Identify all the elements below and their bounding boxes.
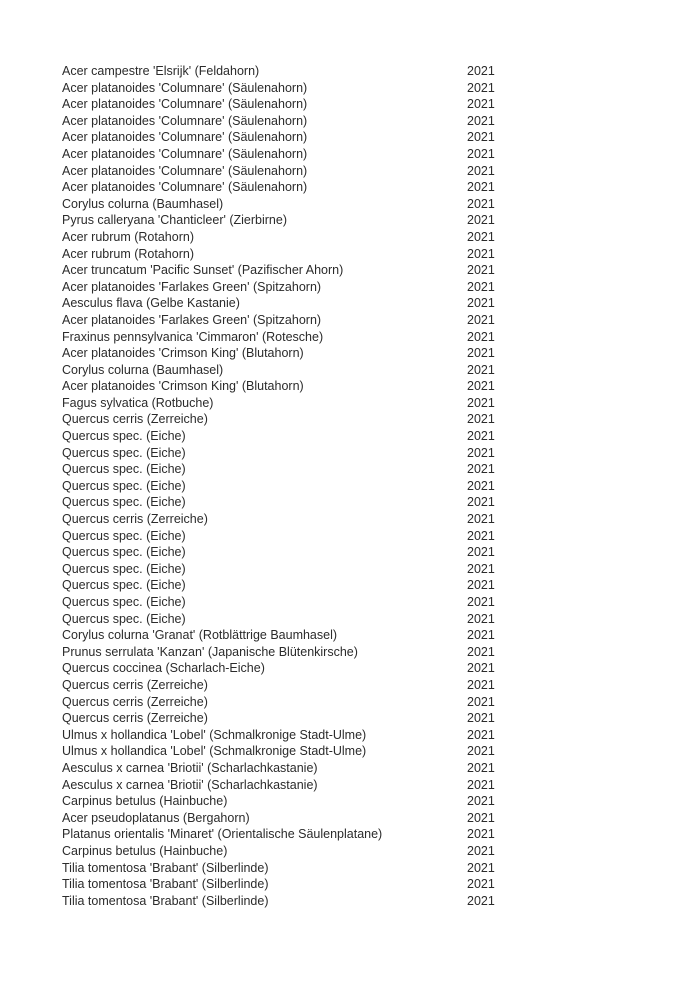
planting-year: 2021: [467, 727, 495, 742]
planting-year: 2021: [467, 80, 495, 95]
species-name: Quercus spec. (Eiche): [62, 528, 186, 543]
table-row: [62, 113, 495, 130]
planting-year: 2021: [467, 877, 495, 892]
species-name: Acer platanoides 'Columnare' (Säulenahorn): [62, 146, 308, 161]
table-row: [62, 312, 495, 329]
planting-year: 2021: [467, 495, 495, 510]
planting-year: 2021: [467, 760, 495, 775]
planting-year: 2021: [467, 561, 495, 576]
species-name: Quercus spec. (Eiche): [62, 478, 186, 493]
planting-year: 2021: [467, 113, 495, 128]
table-row: [62, 345, 495, 362]
species-name: Quercus spec. (Eiche): [62, 445, 186, 460]
table-row: [62, 876, 495, 893]
planting-year: 2021: [467, 478, 495, 493]
species-name: Acer rubrum (Rotahorn): [62, 246, 194, 261]
planting-year: 2021: [467, 810, 495, 825]
table-row: [62, 196, 495, 213]
species-name: Corylus colurna 'Granat' (Rotblättrige Baumhasel): [62, 628, 338, 643]
species-name: Acer rubrum (Rotahorn): [62, 229, 194, 244]
tree-list: [62, 63, 495, 909]
planting-year: 2021: [467, 97, 495, 112]
table-row: [62, 594, 495, 611]
table-row: [62, 577, 495, 594]
planting-year: 2021: [467, 329, 495, 344]
species-name: Quercus spec. (Eiche): [62, 462, 186, 477]
planting-year: 2021: [467, 512, 495, 527]
planting-year: 2021: [467, 893, 495, 908]
table-row: [62, 627, 495, 644]
planting-year: 2021: [467, 794, 495, 809]
table-row: [62, 544, 495, 561]
species-name: Acer pseudoplatanus (Bergahorn): [62, 810, 250, 825]
species-name: Acer truncatum 'Pacific Sunset' (Pazifischer Ahorn): [62, 263, 344, 278]
planting-year: 2021: [467, 296, 495, 311]
table-row: [62, 528, 495, 545]
planting-year: 2021: [467, 843, 495, 858]
species-name: Quercus spec. (Eiche): [62, 429, 186, 444]
planting-year: 2021: [467, 163, 495, 178]
species-name: Quercus cerris (Zerreiche): [62, 512, 208, 527]
table-row: [62, 793, 495, 810]
species-name: Quercus cerris (Zerreiche): [62, 412, 208, 427]
table-row: [62, 329, 495, 346]
table-row: [62, 279, 495, 296]
table-row: [62, 893, 495, 910]
planting-year: 2021: [467, 644, 495, 659]
table-row: [62, 96, 495, 113]
table-row: [62, 63, 495, 80]
table-row: [62, 179, 495, 196]
species-name: Acer platanoides 'Columnare' (Säulenahorn): [62, 163, 308, 178]
species-name: Pyrus calleryana 'Chanticleer' (Zierbirne): [62, 213, 287, 228]
table-row: [62, 760, 495, 777]
table-row: [62, 826, 495, 843]
table-row: [62, 611, 495, 628]
table-row: [62, 677, 495, 694]
table-row: [62, 295, 495, 312]
planting-year: 2021: [467, 412, 495, 427]
table-row: [62, 246, 495, 263]
planting-year: 2021: [467, 445, 495, 460]
planting-year: 2021: [467, 628, 495, 643]
species-name: Ulmus x hollandica 'Lobel' (Schmalkronige Stadt-Ulme): [62, 744, 367, 759]
planting-year: 2021: [467, 312, 495, 327]
table-row: [62, 461, 495, 478]
planting-year: 2021: [467, 180, 495, 195]
table-row: [62, 445, 495, 462]
species-name: Acer platanoides 'Columnare' (Säulenahorn): [62, 130, 308, 145]
species-name: Fagus sylvatica (Rotbuche): [62, 395, 214, 410]
species-name: Acer platanoides 'Crimson King' (Blutahorn): [62, 379, 304, 394]
species-name: Aesculus flava (Gelbe Kastanie): [62, 296, 240, 311]
species-name: Quercus cerris (Zerreiche): [62, 711, 208, 726]
planting-year: 2021: [467, 263, 495, 278]
table-row: [62, 727, 495, 744]
planting-year: 2021: [467, 578, 495, 593]
species-name: Tilia tomentosa 'Brabant' (Silberlinde): [62, 860, 269, 875]
planting-year: 2021: [467, 346, 495, 361]
table-row: [62, 362, 495, 379]
planting-year: 2021: [467, 545, 495, 560]
species-name: Acer campestre 'Elsrijk' (Feldahorn): [62, 64, 260, 78]
table-row: [62, 129, 495, 146]
planting-year: 2021: [467, 528, 495, 543]
table-row: [62, 810, 495, 827]
species-name: Carpinus betulus (Hainbuche): [62, 843, 228, 858]
table-row: [62, 710, 495, 727]
species-name: Quercus spec. (Eiche): [62, 611, 186, 626]
planting-year: 2021: [467, 462, 495, 477]
species-name: Quercus cerris (Zerreiche): [62, 694, 208, 709]
species-name: Quercus spec. (Eiche): [62, 578, 186, 593]
planting-year: 2021: [467, 130, 495, 145]
species-name: Quercus spec. (Eiche): [62, 595, 186, 609]
species-name: Quercus spec. (Eiche): [62, 545, 186, 560]
planting-year: 2021: [467, 395, 495, 410]
table-row: [62, 494, 495, 511]
table-row: [62, 212, 495, 229]
planting-year: 2021: [467, 711, 495, 726]
species-name: Carpinus betulus (Hainbuche): [62, 794, 228, 809]
planting-year: 2021: [467, 213, 495, 228]
planting-year: 2021: [467, 146, 495, 161]
species-name: Prunus serrulata 'Kanzan' (Japanische Blütenkirsche): [62, 644, 358, 659]
species-name: Acer platanoides 'Crimson King' (Blutahorn): [62, 346, 304, 361]
planting-year: 2021: [467, 595, 495, 609]
planting-year: 2021: [467, 860, 495, 875]
species-name: Acer platanoides 'Farlakes Green' (Spitzahorn): [62, 279, 322, 294]
planting-year: 2021: [467, 196, 495, 211]
species-name: Acer platanoides 'Columnare' (Säulenahorn): [62, 180, 308, 195]
species-name: Corylus colurna (Baumhasel): [62, 196, 224, 211]
species-name: Tilia tomentosa 'Brabant' (Silberlinde): [62, 893, 269, 908]
species-name: Fraxinus pennsylvanica 'Cimmaron' (Rotesche): [62, 329, 324, 344]
species-name: Quercus cerris (Zerreiche): [62, 677, 208, 692]
species-name: Acer platanoides 'Columnare' (Säulenahorn): [62, 97, 308, 112]
table-row: [62, 146, 495, 163]
planting-year: 2021: [467, 229, 495, 244]
planting-year: 2021: [467, 246, 495, 261]
planting-year: 2021: [467, 64, 495, 78]
species-name: Acer platanoides 'Columnare' (Säulenahorn): [62, 113, 308, 128]
planting-year: 2021: [467, 661, 495, 676]
table-row: [62, 860, 495, 877]
species-name: Ulmus x hollandica 'Lobel' (Schmalkronige Stadt-Ulme): [62, 727, 367, 742]
planting-year: 2021: [467, 611, 495, 626]
planting-year: 2021: [467, 744, 495, 759]
planting-year: 2021: [467, 279, 495, 294]
species-name: Platanus orientalis 'Minaret' (Orientalische Säulenplatane): [62, 827, 383, 842]
table-row: [62, 395, 495, 412]
planting-year: 2021: [467, 429, 495, 444]
table-row: [62, 163, 495, 180]
table-row: [62, 777, 495, 794]
table-row: [62, 80, 495, 97]
species-name: Tilia tomentosa 'Brabant' (Silberlinde): [62, 877, 269, 892]
table-row: [62, 478, 495, 495]
table-row: [62, 660, 495, 677]
planting-year: 2021: [467, 827, 495, 842]
table-row: [62, 561, 495, 578]
species-name: Quercus spec. (Eiche): [62, 495, 186, 510]
table-row: [62, 694, 495, 711]
table-row: [62, 428, 495, 445]
species-name: Quercus spec. (Eiche): [62, 561, 186, 576]
table-row: [62, 262, 495, 279]
table-row: [62, 511, 495, 528]
planting-year: 2021: [467, 694, 495, 709]
table-row: [62, 743, 495, 760]
species-name: Corylus colurna (Baumhasel): [62, 362, 224, 377]
species-name: Aesculus x carnea 'Briotii' (Scharlachkastanie): [62, 760, 318, 775]
table-row: [62, 644, 495, 661]
planting-year: 2021: [467, 379, 495, 394]
species-name: Aesculus x carnea 'Briotii' (Scharlachkastanie): [62, 777, 318, 792]
table-row: [62, 843, 495, 860]
species-name: Acer platanoides 'Farlakes Green' (Spitzahorn): [62, 312, 322, 327]
planting-year: 2021: [467, 777, 495, 792]
species-name: Acer platanoides 'Columnare' (Säulenahorn): [62, 80, 308, 95]
table-row: [62, 229, 495, 246]
planting-year: 2021: [467, 677, 495, 692]
planting-year: 2021: [467, 362, 495, 377]
table-row: [62, 378, 495, 395]
table-row: [62, 411, 495, 428]
species-name: Quercus coccinea (Scharlach-Eiche): [62, 661, 265, 676]
